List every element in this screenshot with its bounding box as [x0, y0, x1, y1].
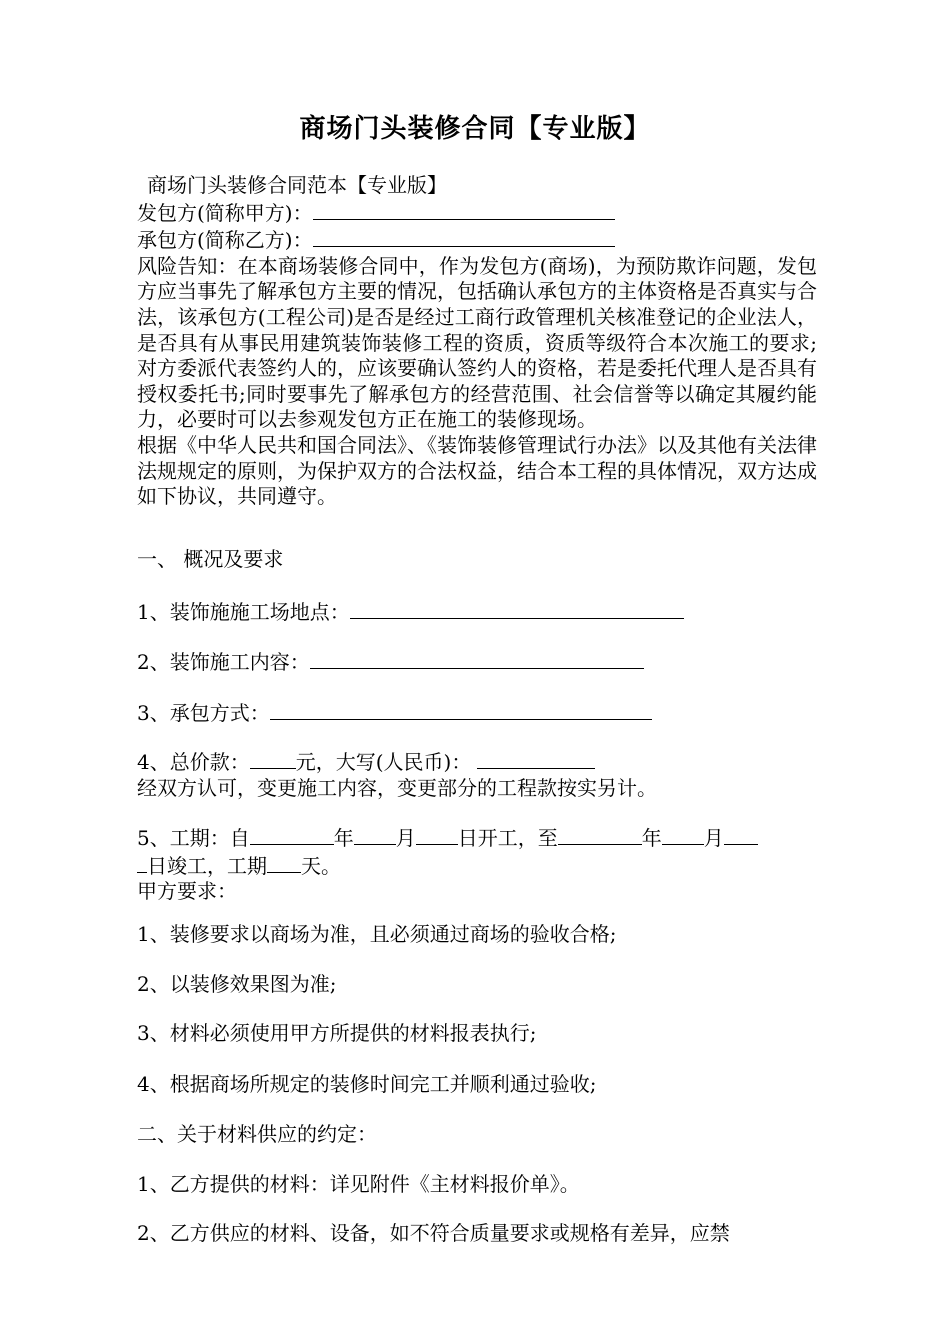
item5-label: 5、工期：自: [137, 826, 250, 850]
item3-row: [137, 699, 817, 727]
end-month-label: 月: [703, 826, 724, 850]
requirement-4: 4、根据商场所规定的装修时间完工并顺利通过验收;: [137, 1072, 597, 1096]
start-year-label: 年: [333, 826, 354, 850]
end-month-blank: [662, 824, 704, 845]
legal-basis: 根据《中华人民共和国合同法》、《装饰装修管理试行办法》以及其他有关法律法规规定的原则，为保护双方的合法权益，结合本工程的具体情况，双方达成如下协议，共同遵守。: [137, 432, 817, 509]
end-day-blank-a: [724, 824, 758, 845]
item4-label: 4、总价款：: [137, 750, 250, 774]
item4-uppercase-label: 元，大写(人民币)：: [295, 750, 472, 774]
start-month-blank: [354, 824, 396, 845]
intro-block: [137, 173, 817, 510]
document-subtitle: 商场门头装修合同范本【专业版】: [147, 173, 447, 197]
party-b-blank: [313, 226, 615, 247]
start-year-blank: [250, 824, 334, 845]
document-title: 商场门头装修合同【专业版】: [299, 114, 651, 144]
risk-notice: 风险告知：在本商场装修合同中，作为发包方(商场)，为预防欺诈问题，发包方应当事先了解承包方主要的情况，包括确认承包方的主体资格是否真实与合法，该承包方(工程公司)是否是经过工商行政管理机关核准登记的企业法人，是否具有从事民用建筑装饰装修工程的资质，资质等级符合本次施工的要求;对方委派代表签约人的，应该要确认签约人的资格，若是委托代理人是否具有授权委托书;同时要事先了解承包方的经营范围、社会信誉等以确定其履约能力，必要时可以去参观发包方正在施工的装修现场。: [137, 253, 817, 432]
item4-row: [137, 748, 817, 776]
material-2: 2、乙方供应的材料、设备，如不符合质量要求或规格有差异，应禁: [137, 1221, 730, 1245]
item5-block: [137, 824, 817, 905]
party-b-label: 承包方(简称乙方)：: [137, 228, 313, 253]
party-a-blank: [313, 199, 615, 220]
item2-label: 2、装饰施工内容：: [137, 650, 310, 674]
end-year-label: 年: [641, 826, 662, 850]
requirement-1: 1、装修要求以商场为准，且必须通过商场的验收合格;: [137, 922, 617, 946]
start-day-label: 日开工，至: [457, 826, 558, 850]
party-b-row: [137, 226, 817, 254]
start-month-label: 月: [395, 826, 416, 850]
item1-blank: [350, 598, 684, 619]
party-a-label: 发包方(简称甲方)：: [137, 200, 313, 225]
party-a-requirements-heading: 甲方要求：: [137, 879, 237, 904]
end-day-label: 日竣工，工期: [147, 853, 267, 878]
section1-heading: 一、 概况及要求: [137, 547, 284, 571]
item4-note: 经双方认可，变更施工内容，变更部分的工程款按实另计。: [137, 775, 657, 800]
end-day-blank-b: [137, 852, 147, 873]
item1-label: 1、装饰施施工场地点：: [137, 600, 350, 624]
item4-block: [137, 748, 817, 801]
duration-blank: [267, 852, 301, 873]
end-year-blank: [558, 824, 642, 845]
item2-blank: [310, 648, 644, 669]
item3-label: 3、承包方式：: [137, 701, 270, 725]
item1-row: [137, 598, 817, 626]
party-a-row: [137, 199, 817, 227]
duration-label: 天。: [301, 853, 341, 878]
section2-heading: 二、关于材料供应的约定：: [137, 1122, 377, 1146]
item3-blank: [270, 699, 652, 720]
requirement-3: 3、材料必须使用甲方所提供的材料报表执行;: [137, 1021, 537, 1045]
material-1: 1、乙方提供的材料：详见附件《主材料报价单》。: [137, 1172, 580, 1196]
item5-row-2: [137, 852, 817, 880]
total-price-blank: [250, 748, 296, 769]
requirement-2: 2、以装修效果图为准;: [137, 972, 337, 996]
item5-row: [137, 824, 817, 852]
start-day-blank: [416, 824, 458, 845]
item2-row: [137, 648, 817, 676]
total-price-words-blank: [477, 748, 595, 769]
